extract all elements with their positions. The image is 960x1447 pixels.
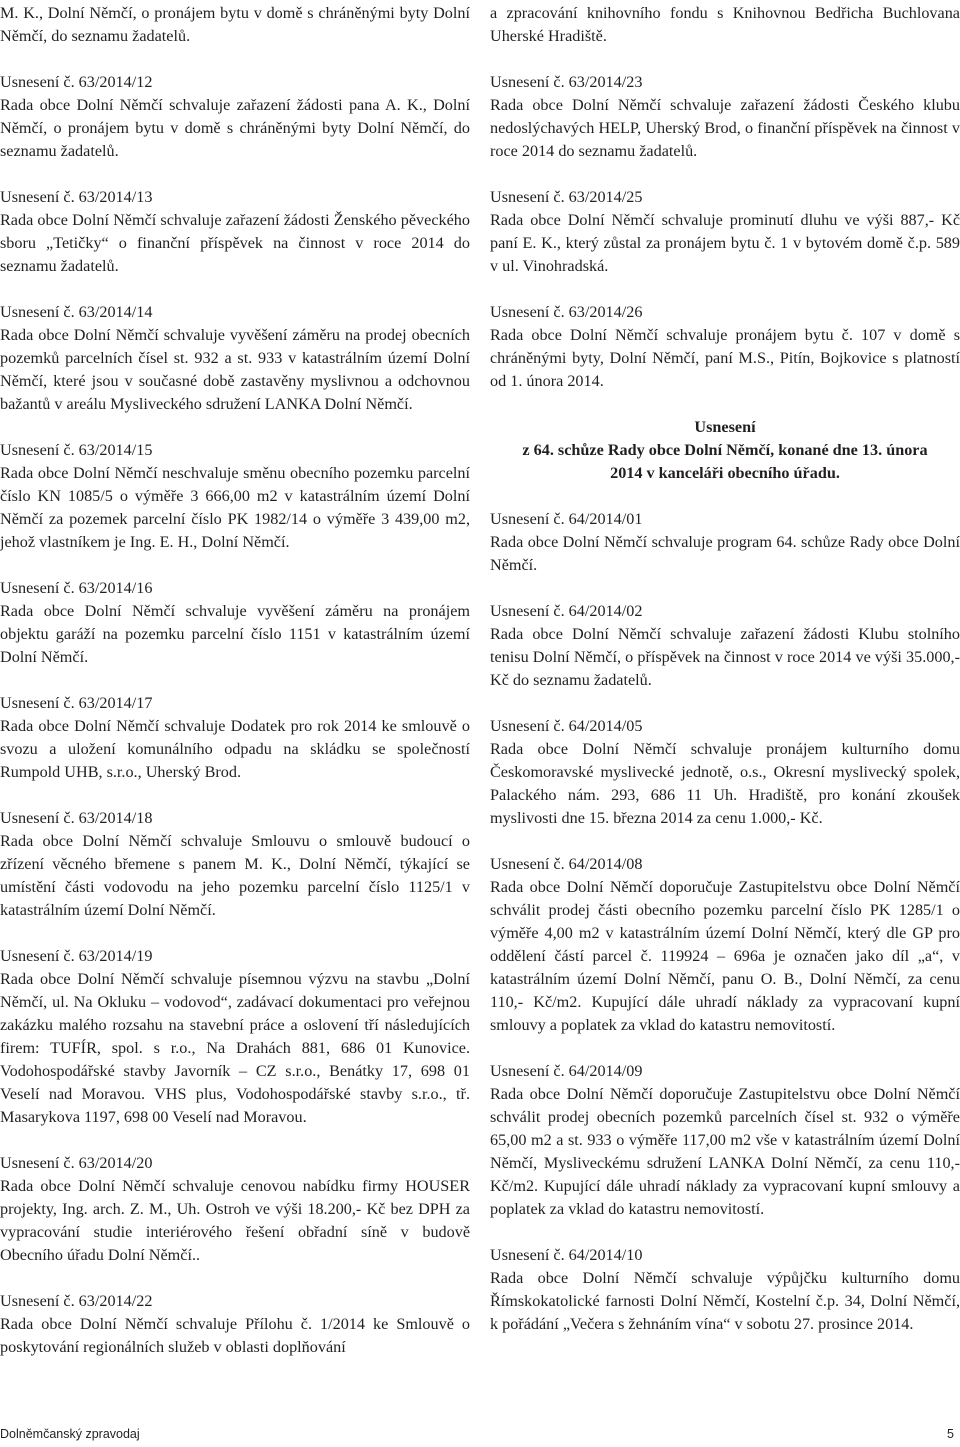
resolution-text: a zpracování knihovního fondu s Knihovnou Bedřicha Buchlovana Uherské Hradiště. (490, 4, 960, 45)
resolution-text: Rada obce Dolní Němčí neschvaluje směnu obecního pozemku parcelní číslo KN 1085/5 o výměře 3 666,00 m2 v katastrálním území Dolní Němčí za pozemek parcelní číslo PK 1982/14 o výměře 3 439,00 m2, jehož vlastníkem je Ing. E. H., Dolní Němčí. (0, 464, 470, 551)
resolution-number: Usnesení č. 63/2014/25 (490, 188, 643, 206)
resolution-number: Usnesení č. 63/2014/23 (490, 73, 643, 91)
resolution-text: Rada obce Dolní Němčí schvaluje pronájem kulturního domu Českomoravské myslivecké jednotě, o.s., Okresní myslivecký spolek, Palackého nám. 293, 686 11 Uh. Hradiště, pro konání zkoušek myslivosti dne 15. března 2014 za cenu 1.000,- Kč. (490, 740, 960, 827)
resolution-number: Usnesení č. 64/2014/01 (490, 510, 643, 528)
resolution-text: Rada obce Dolní Němčí schvaluje cenovou nabídku firmy HOUSER projekty, Ing. arch. Z. M., Uh. Ostroh ve výši 18.200,- Kč bez DPH za vypracování studie interiérového řešení obřadní síně v budově Obecního úřadu Dolní Němčí.. (0, 1177, 470, 1264)
resolution-text: Rada obce Dolní Němčí schvaluje program 64. schůze Rady obce Dolní Němčí. (490, 533, 960, 574)
resolution-block (0, 439, 470, 554)
resolution-text: M. K., Dolní Němčí, o pronájem bytu v domě s chráněnými byty Dolní Němčí, do seznamu žadatelů. (0, 4, 470, 45)
resolution-number: Usnesení č. 63/2014/15 (0, 441, 153, 459)
resolution-block (0, 186, 470, 278)
page-number: 5 (947, 1427, 954, 1441)
resolution-block (490, 1244, 960, 1336)
resolution-block (490, 715, 960, 830)
resolution-text: Rada obce Dolní Němčí schvaluje písemnou výzvu na stavbu „Dolní Němčí, ul. Na Okluku – vodovod“, zadávací dokumentaci pro veřejnou zakázku malého rozsahu na stavební práce a oslovení tří následujících firem: TUFÍR, spol. s r.o., Na Drahách 881, 686 01 Kunovice. Vodohospodářské stavby Javorník – CZ s.r.o., Benátky 17, 698 01 Veselí nad Moravou. VHS plus, Vodohospodářské stavby s.r.o., tř. Masarykova 1197, 698 00 Veselí nad Moravou. (0, 970, 470, 1126)
resolution-block (0, 301, 470, 416)
resolution-number: Usnesení č. 64/2014/10 (490, 1246, 643, 1264)
section-heading-title: Usnesení (694, 418, 756, 436)
resolution-text: Rada obce Dolní Němčí schvaluje pronájem bytu č. 107 v domě s chráněnými byty, Dolní Němčí, paní M.S., Pitín, Bojkovice s platností od 1. února 2014. (490, 326, 960, 390)
resolution-text: Rada obce Dolní Němčí doporučuje Zastupitelstvu obce Dolní Němčí schválit prodej části obecního pozemku parcelní číslo PK 1285/1 o výměře 4,00 m2 v katastrálním území Dolní Němčí, který dle GP pro oddělení částí parcel č. 119924 – 696a je označen jako díl „a“, v katastrálním území Dolní Němčí, panu O. B., Dolní Němčí, za cenu 110,- Kč/m2. Kupující dále uhradí náklady za vypracovaní kupní smlouvy a poplatek za vklad do katastru nemovitostí. (490, 878, 960, 1034)
resolution-block (0, 692, 470, 784)
resolution-number: Usnesení č. 63/2014/26 (490, 303, 643, 321)
resolution-number: Usnesení č. 63/2014/18 (0, 809, 153, 827)
resolution-text: Rada obce Dolní Němčí schvaluje Smlouvu o smlouvě budoucí o zřízení věcného břemene s panem M. K., Dolní Němčí, týkající se umístění části vodovodu na jeho pozemku parcelní číslo 1125/1 v katastrálním území Dolní Němčí. (0, 832, 470, 919)
resolution-text: Rada obce Dolní Němčí schvaluje Přílohu č. 1/2014 ke Smlouvě o poskytování regionálních služeb v oblasti doplňování (0, 1315, 470, 1356)
resolution-block (0, 71, 470, 163)
resolution-number: Usnesení č. 63/2014/17 (0, 694, 153, 712)
resolution-block (490, 1060, 960, 1221)
resolution-text: Rada obce Dolní Němčí schvaluje výpůjčku kulturního domu Římskokatolické farnosti Dolní Němčí, Kostelní č.p. 34, Dolní Němčí, k pořádání „Večera s žehnáním vína“ v sobotu 27. prosince 2014. (490, 1269, 960, 1333)
resolution-number: Usnesení č. 63/2014/20 (0, 1154, 153, 1172)
section-heading (490, 416, 960, 485)
resolution-text: Rada obce Dolní Němčí schvaluje zařazení žádosti Českého klubu nedoslýchavých HELP, Uherský Brod, o finanční příspěvek na činnost v roce 2014 do seznamu žadatelů. (490, 96, 960, 160)
resolution-number: Usnesení č. 64/2014/08 (490, 855, 643, 873)
resolution-text: Rada obce Dolní Němčí schvaluje zařazení žádosti Klubu stolního tenisu Dolní Němčí, o příspěvek na činnost v roce 2014 ve výši 35.000,- Kč do seznamu žadatelů. (490, 625, 960, 689)
resolution-number: Usnesení č. 63/2014/12 (0, 73, 153, 91)
resolution-text: Rada obce Dolní Němčí schvaluje prominutí dluhu ve výši 887,- Kč paní E. K., který zůstal za pronájem bytu č. 1 v bytovém domě č.p. 589 v ul. Vinohradská. (490, 211, 960, 275)
resolution-block (0, 807, 470, 922)
resolution-block (490, 600, 960, 692)
resolution-number: Usnesení č. 64/2014/02 (490, 602, 643, 620)
resolution-number: Usnesení č. 63/2014/16 (0, 579, 153, 597)
resolution-block (0, 577, 470, 669)
resolution-number: Usnesení č. 63/2014/19 (0, 947, 153, 965)
resolution-block (490, 508, 960, 577)
resolution-block (490, 71, 960, 163)
resolution-block (0, 2, 470, 48)
left-column (0, 2, 470, 1382)
resolution-text: Rada obce Dolní Němčí schvaluje vyvěšení záměru na pronájem objektu garáží na pozemku parcelní číslo 1151 v katastrálním území Dolní Němčí. (0, 602, 470, 666)
resolution-block (0, 1290, 470, 1359)
resolution-block (0, 1152, 470, 1267)
resolution-text: Rada obce Dolní Němčí schvaluje zařazení žádosti pana A. K., Dolní Němčí, o pronájem bytu v domě s chráněnými byty Dolní Němčí, do seznamu žadatelů. (0, 96, 470, 160)
resolution-number: Usnesení č. 63/2014/13 (0, 188, 153, 206)
resolution-block (490, 2, 960, 48)
resolution-block (0, 945, 470, 1129)
resolution-text: Rada obce Dolní Němčí schvaluje Dodatek pro rok 2014 ke smlouvě o svozu a uložení komunálního odpadu na skládku se společností Rumpold UHB, s.r.o., Uherský Brod. (0, 717, 470, 781)
resolution-text: Rada obce Dolní Němčí schvaluje vyvěšení záměru na prodej obecních pozemků parcelních čísel st. 932 a st. 933 v katastrálním území Dolní Němčí, které jsou v současné době zastavěny myslivnou a odchovnou bažantů v areálu Mysliveckého sdružení LANKA Dolní Němčí. (0, 326, 470, 413)
resolution-block (490, 301, 960, 393)
resolution-number: Usnesení č. 63/2014/14 (0, 303, 153, 321)
resolution-number: Usnesení č. 64/2014/05 (490, 717, 643, 735)
resolution-text: Rada obce Dolní Němčí doporučuje Zastupitelstvu obce Dolní Němčí schválit prodej obecních pozemků parcelních čísel st. 932 o výměře 65,00 m2 a st. 933 o výměře 117,00 m2 vše v katastrálním území Dolní Němčí, Mysliveckému sdružení LANKA Dolní Němčí, za cenu 110,- Kč/m2. Kupující dále uhradí náklady za vypracovaní kupní smlouvy a poplatek za vklad do katastru nemovitostí. (490, 1085, 960, 1218)
section-heading-subtitle: z 64. schůze Rady obce Dolní Němčí, konané dne 13. února 2014 v kanceláři obecního úřadu. (522, 441, 928, 482)
right-column (490, 2, 960, 1359)
resolution-block (490, 186, 960, 278)
resolution-number: Usnesení č. 64/2014/09 (490, 1062, 643, 1080)
resolution-text: Rada obce Dolní Němčí schvaluje zařazení žádosti Ženského pěveckého sboru „Tetičky“ o finanční příspěvek na činnost v roce 2014 do seznamu žadatelů. (0, 211, 470, 275)
resolution-number: Usnesení č. 63/2014/22 (0, 1292, 153, 1310)
publication-name: Dolněmčanský zpravodaj (0, 1427, 140, 1441)
resolution-block (490, 853, 960, 1037)
